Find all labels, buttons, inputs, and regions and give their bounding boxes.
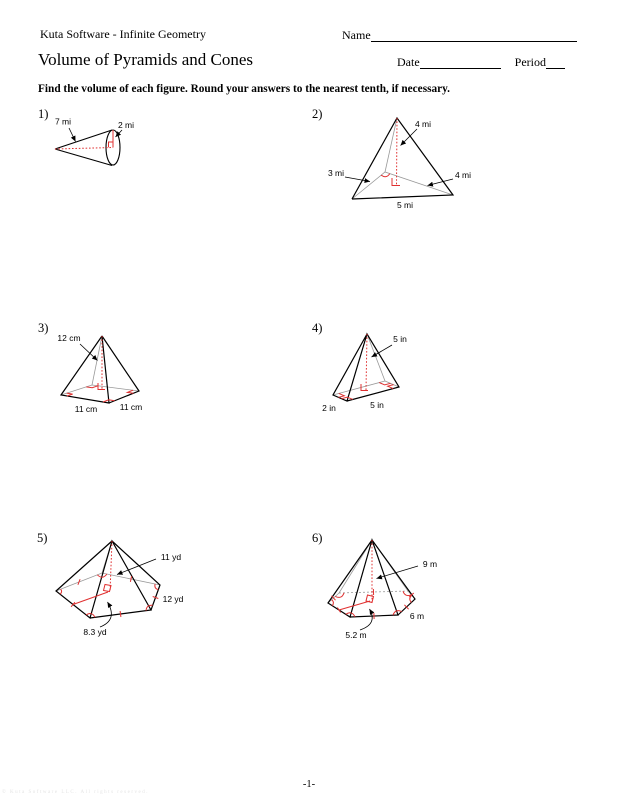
pyramid-measure-marks bbox=[339, 334, 394, 399]
pyramid-hidden-edges bbox=[352, 118, 453, 199]
base-edge-label: 12 yd bbox=[162, 594, 184, 604]
short-edge-label: 2 in bbox=[322, 403, 336, 413]
period-label: Period bbox=[514, 55, 546, 69]
cone-radius-label: 2 mi bbox=[117, 120, 135, 130]
problem-2-number: 2) bbox=[312, 107, 323, 121]
problem-3-number: 3) bbox=[38, 321, 49, 335]
figure-pentagonal-pyramid bbox=[45, 533, 190, 643]
date-period-row bbox=[397, 55, 578, 69]
copyright-watermark: © Kuta Software LLC. All rights reserved. bbox=[2, 790, 149, 795]
problem-1-number: 1) bbox=[38, 107, 49, 121]
period-blank bbox=[546, 55, 565, 69]
long-edge-label: 5 in bbox=[370, 400, 384, 410]
cone-height-label: 7 mi bbox=[54, 116, 72, 127]
page-number: -1- bbox=[302, 779, 316, 790]
instructions: Find the volume of each figure. Round your answers to the nearest tenth, if necessary. bbox=[38, 83, 451, 95]
pyramid-hidden-edges bbox=[56, 541, 160, 591]
apothem-label: 5.2 m bbox=[345, 630, 367, 640]
problem-6-number: 6) bbox=[312, 531, 323, 545]
height-label: 4 mi bbox=[414, 119, 432, 129]
pyramid-hidden-edges bbox=[61, 336, 139, 395]
figure-square-pyramid bbox=[50, 325, 170, 420]
name-blank bbox=[371, 28, 577, 42]
problem-5-number: 5) bbox=[37, 531, 48, 545]
right-edge-label: 4 mi bbox=[454, 170, 472, 180]
height-label: 9 m bbox=[422, 559, 438, 569]
figure-triangular-pyramid bbox=[315, 108, 490, 214]
apothem-label: 8.3 yd bbox=[83, 627, 107, 637]
date-label: Date bbox=[397, 55, 420, 69]
page-title: Volume of Pyramids and Cones bbox=[38, 50, 254, 69]
figure-hexagonal-pyramid bbox=[318, 533, 453, 645]
figure-cone bbox=[45, 112, 160, 187]
name-row bbox=[342, 28, 577, 42]
left-edge-label: 3 mi bbox=[327, 168, 345, 178]
base-edge-label: 6 m bbox=[409, 611, 425, 621]
publisher-line: Kuta Software - Infinite Geometry bbox=[40, 27, 206, 41]
height-label: 11 yd bbox=[160, 552, 182, 562]
front-edge-label: 5 mi bbox=[396, 200, 414, 210]
name-label: Name bbox=[342, 28, 371, 42]
left-edge-label: 11 cm bbox=[74, 404, 98, 414]
pyramid-measure-marks bbox=[381, 118, 400, 186]
figure-rectangular-pyramid bbox=[315, 325, 430, 420]
problem-4-number: 4) bbox=[312, 321, 323, 335]
right-edge-label: 11 cm bbox=[119, 402, 143, 412]
height-label: 5 in bbox=[393, 334, 407, 344]
date-blank bbox=[420, 55, 501, 69]
height-label: 12 cm bbox=[57, 333, 81, 343]
